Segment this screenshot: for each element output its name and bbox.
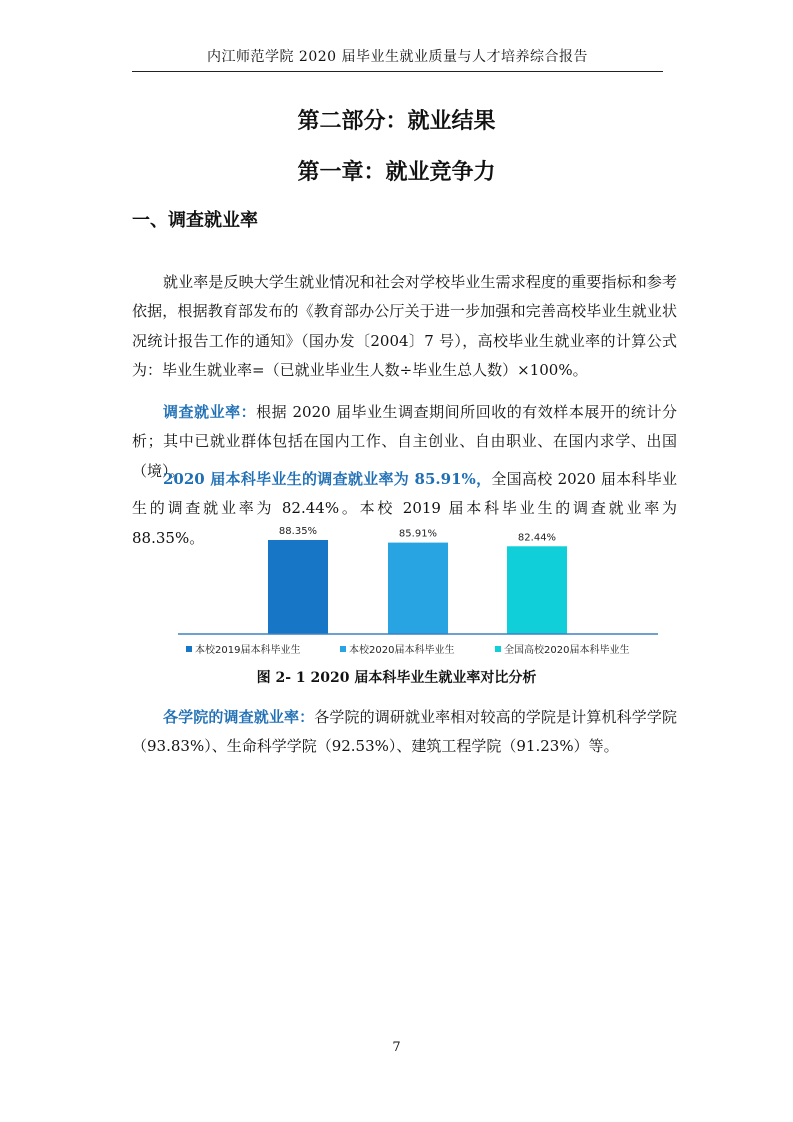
survey-rate-text: 根据 2020 届毕业生调查期间所回收的有效样本展开的统计分析；其中已就业群体包括在国内工作、自主创业、自由职业、在国内求学、出国（境）。 [132, 403, 677, 480]
bar-value-label-2: 85.91% [398, 528, 438, 540]
legend-label-1: 本校2019届本科毕业生 [195, 645, 301, 656]
legend-label-2: 本校2020届本科毕业生 [349, 645, 455, 656]
legend-swatch-2 [340, 646, 346, 652]
legend-label-3: 全国高校2020届本科毕业生 [504, 645, 630, 656]
paragraph-definition: 就业率是反映大学生就业情况和社会对学校毕业生需求程度的重要指标和参考依据，根据教育部发布的《教育部办公厅关于进一步加强和完善高校毕业生就业状况统计报告工作的通知》（国办发〔2004〕7 号），高校毕业生就业率的计算公式为：毕业生就业率=（已就业毕业生人数÷毕业生总人数）×100%。 [132, 273, 677, 379]
bar-3 [507, 546, 567, 634]
rate-2020-text: 全国高校 2020 届本科毕业生的调查就业率为 82.44%。本校 2019 届本科毕业生的调查就业率为 88.35%。 [132, 470, 677, 547]
legend-swatch-3 [495, 646, 501, 652]
bar-value-label-1: 88.35% [278, 526, 318, 537]
section-title: 一、调查就业率 [132, 210, 258, 231]
college-rates-text: 各学院的调研就业率相对较高的学院是计算机科学学院（93.83%）、生命科学学院（92.53%）、建筑工程学院（91.23%）等。 [132, 708, 677, 756]
chapter-title: 第一章：就业竞争力 [297, 160, 496, 185]
paragraph-college-rates [132, 703, 677, 762]
survey-rate-label: 调查就业率： [163, 403, 257, 421]
figure-caption: 图 2- 1 2020 届本科毕业生就业率对比分析 [256, 670, 537, 686]
running-header: 内江师范学院 2020 届毕业生就业质量与人才培养综合报告 [132, 46, 663, 72]
rate-2020-highlight: 2020 届本科毕业生的调查就业率为 85.91%， [163, 470, 492, 488]
bar-2 [388, 543, 448, 634]
bar-1 [268, 540, 328, 634]
employment-rate-bar-chart [170, 512, 660, 662]
legend-swatch-1 [186, 646, 192, 652]
college-rates-label: 各学院的调查就业率： [163, 708, 315, 726]
part-title: 第二部分：就业结果 [297, 109, 496, 134]
page-number: 7 [392, 1040, 401, 1055]
bar-value-label-3: 82.44% [517, 532, 557, 544]
